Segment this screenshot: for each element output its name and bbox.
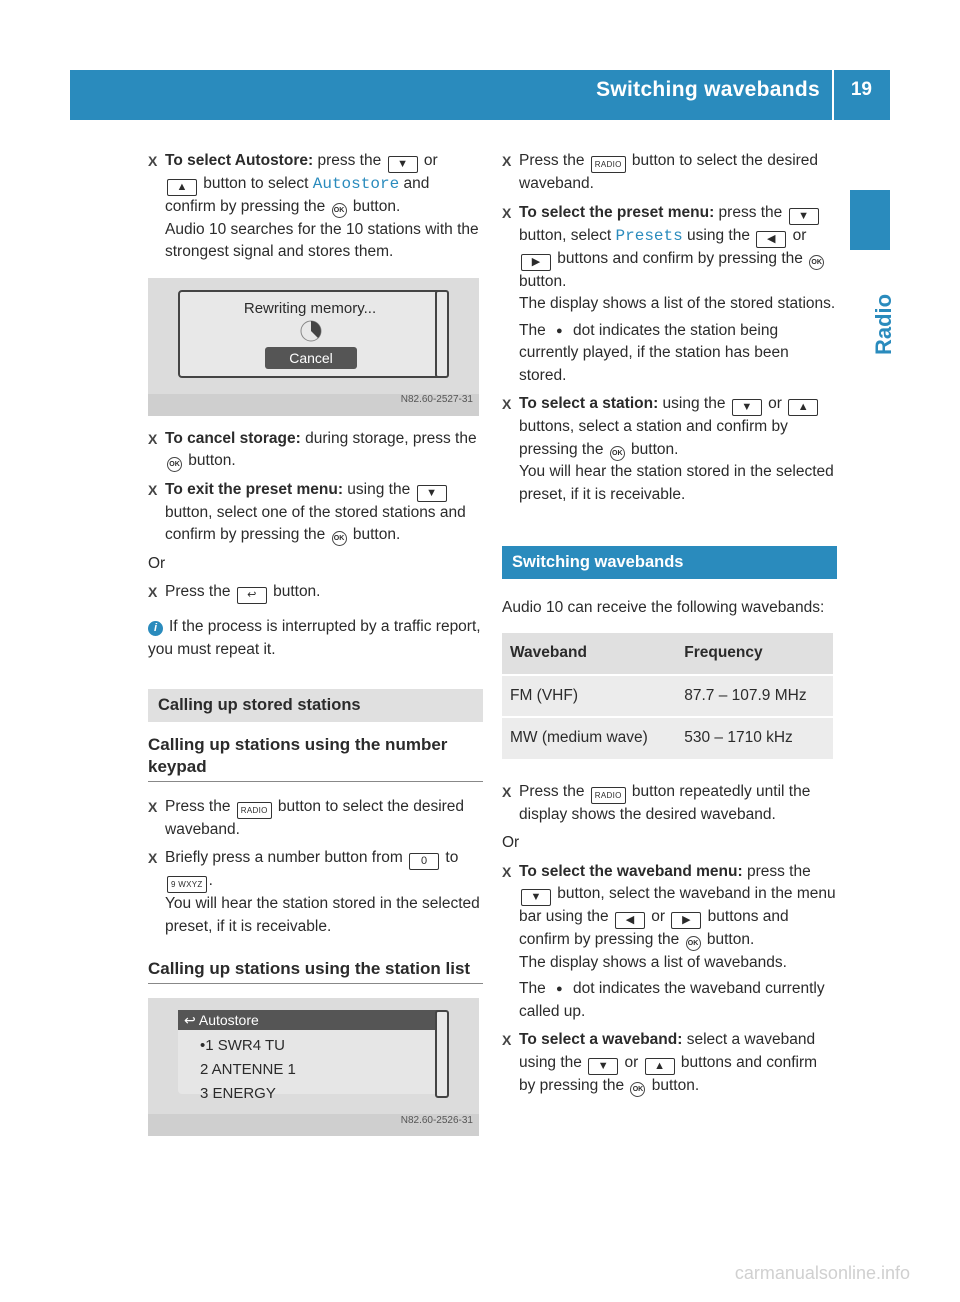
step-arrow-icon: X xyxy=(148,798,158,815)
list-item: 3 ENERGY xyxy=(200,1085,276,1102)
table-row xyxy=(502,718,833,761)
step-note: The display shows a list of wavebands. xyxy=(519,953,787,971)
step-press-repeat: X Press the RADIO button repeatedly until the display shows the desired waveband. xyxy=(502,782,811,823)
intro-text: Audio 10 can receive the following wavebands: xyxy=(502,598,825,616)
step-exit: X To exit the preset menu: using the ▼ button, select one of the stored stations and confirm by pressing the OK button. xyxy=(148,479,483,547)
down-key-icon: ▼ xyxy=(588,1058,618,1075)
dot-icon: ● xyxy=(556,324,563,337)
ok-button-icon: OK xyxy=(610,446,625,461)
step-note: Audio 10 searches for the 10 stations with the strongest signal and stores them. xyxy=(165,220,479,260)
right-column xyxy=(502,150,837,1103)
header-separator xyxy=(832,70,834,120)
down-key-icon: ▼ xyxy=(789,208,819,225)
down-key-icon: ▼ xyxy=(417,485,447,502)
step-select-waveband: X To select a waveband: select a waveband using the ▼ or ▲ buttons and confirm by pressing the OK button. xyxy=(502,1029,837,1097)
progress-pie-icon xyxy=(300,320,322,342)
step-preset-menu: X To select the preset menu: press the ▼ button, select Presets using the ◀ or ▶ buttons and confirm by pressing the OK button. The display shows a list of the stored stations. The ● dot indicates the station being currently played, if the station has been stored. xyxy=(502,202,837,388)
page-header xyxy=(70,70,890,120)
ok-button-icon: OK xyxy=(630,1082,645,1097)
step-arrow-icon: X xyxy=(148,153,158,169)
step-keypad-number: X Briefly press a number button from 0 to 9 WXYZ . You will hear the station stored in the selected preset, if it is receivable. xyxy=(148,847,483,938)
image-reference: N82.60-2526-31 xyxy=(400,1114,473,1126)
down-key-icon: ▼ xyxy=(521,889,551,906)
step-arrow-icon: X xyxy=(502,153,512,169)
subhead-keypad: Calling up stations using the number keypad xyxy=(148,734,483,782)
right-key-icon: ▶ xyxy=(521,254,551,271)
subhead-station-list: Calling up stations using the station list xyxy=(148,958,483,984)
left-key-icon: ◀ xyxy=(615,912,645,929)
display-screenshot-rewriting xyxy=(148,278,479,416)
radio-key-icon: RADIO xyxy=(591,787,626,804)
or-text: Or xyxy=(502,834,520,851)
watermark-logo: carmanualsonline.info xyxy=(734,1263,910,1283)
table-header-row xyxy=(502,633,833,676)
back-key-icon: ↩ xyxy=(237,587,267,604)
image-reference: N82.60-2527-31 xyxy=(400,394,473,405)
step-note: The ● dot indicates the station being currently played, if the station has been stored. xyxy=(519,321,789,384)
side-tab xyxy=(850,190,890,250)
ok-button-icon: OK xyxy=(167,457,182,472)
ok-button-icon: OK xyxy=(809,255,824,270)
table-cell: FM (VHF) xyxy=(502,676,676,719)
step-title: To select Autostore: xyxy=(165,152,314,169)
screenshot-footer xyxy=(148,394,479,416)
radio-key-icon: RADIO xyxy=(591,156,626,173)
cancel-button: Cancel xyxy=(265,347,357,369)
section-switching-wavebands: Switching wavebands xyxy=(502,546,837,579)
screenshot-footer xyxy=(148,1114,479,1136)
ok-button-icon: OK xyxy=(332,531,347,546)
section-calling-stored: Calling up stored stations xyxy=(148,689,483,722)
lcd-display xyxy=(178,1010,438,1102)
step-arrow-icon: X xyxy=(502,396,512,412)
table-header: Waveband xyxy=(502,633,676,676)
rewriting-text: Rewriting memory... xyxy=(243,299,377,317)
table-cell: 530 – 1710 kHz xyxy=(676,718,833,761)
step-cancel: X To cancel storage: during storage, press the OK button. xyxy=(148,428,483,473)
up-key-icon: ▲ xyxy=(167,179,197,196)
step-select-station: X To select a station: using the ▼ or ▲ buttons, select a station and confirm by pressing the OK button. You will hear the station stored in the selected preset, if it is receivable. xyxy=(502,393,837,506)
list-item: •1 SWR4 TU xyxy=(200,1037,285,1054)
table-cell: 87.7 – 107.9 MHz xyxy=(676,676,833,719)
step-arrow-icon: X xyxy=(502,863,512,880)
dot-icon: ● xyxy=(556,983,563,995)
table-header: Frequency xyxy=(676,633,833,676)
left-key-icon: ◀ xyxy=(756,231,786,248)
info-icon: i xyxy=(148,621,163,636)
step-arrow-icon: X xyxy=(148,430,158,447)
step-note: The ● dot indicates the waveband currently called up. xyxy=(519,980,825,1020)
step-arrow-icon: X xyxy=(502,783,512,800)
header-title: Switching wavebands xyxy=(596,78,820,101)
display-screenshot-station-list xyxy=(148,998,479,1136)
left-column xyxy=(148,150,483,1148)
step-autostore: X To select Autostore: press the ▼ or ▲ button to select Autostore and confirm by pressing the OK button. Audio 10 searches for the 10 stations with the strongest signal and stores them. xyxy=(148,150,483,264)
step-note: The display shows a list of the stored stations. xyxy=(519,295,836,312)
step-arrow-icon: X xyxy=(148,584,158,600)
step-note: You will hear the station stored in the selected preset, if it is receivable. xyxy=(519,463,834,503)
info-note: i If the process is interrupted by a traffic report, you must repeat it. xyxy=(148,618,481,658)
lcd-display xyxy=(178,290,442,378)
table-cell: MW (medium wave) xyxy=(502,718,676,761)
step-note: You will hear the station stored in the selected preset, if it is receivable. xyxy=(165,895,480,935)
autostore-label: Autostore xyxy=(312,175,400,193)
back-arrow-icon: ↩ xyxy=(184,1012,196,1028)
key-9-icon: 9 WXYZ xyxy=(167,876,207,893)
right-key-icon: ▶ xyxy=(671,912,701,929)
step-arrow-icon: X xyxy=(148,850,158,866)
scrollbar xyxy=(435,1010,449,1098)
list-item: 2 ANTENNE 1 xyxy=(200,1061,296,1078)
waveband-table xyxy=(502,633,833,761)
down-key-icon: ▼ xyxy=(388,156,418,173)
step-arrow-icon: X xyxy=(148,481,158,498)
step-press-radio: X Press the RADIO button to select the desired waveband. xyxy=(502,152,819,192)
table-row xyxy=(502,676,833,719)
list-header: ↩ Autostore xyxy=(178,1010,442,1030)
scrollbar xyxy=(435,290,449,378)
down-key-icon: ▼ xyxy=(732,399,762,416)
station-list xyxy=(200,1034,296,1106)
ok-button-icon: OK xyxy=(686,936,701,951)
key-0-icon: 0 xyxy=(409,853,439,870)
ok-button-icon: OK xyxy=(332,203,347,218)
up-key-icon: ▲ xyxy=(788,399,818,416)
step-keypad-radio: X Press the RADIO button to select the desired waveband. xyxy=(148,797,465,838)
step-arrow-icon: X xyxy=(502,1032,512,1048)
or-text: Or xyxy=(148,554,166,572)
radio-key-icon: RADIO xyxy=(237,802,272,819)
up-key-icon: ▲ xyxy=(645,1058,675,1075)
page-number: 19 xyxy=(850,79,872,100)
presets-label: Presets xyxy=(615,226,683,245)
step-arrow-icon: X xyxy=(502,204,512,221)
step-waveband-menu: X To select the waveband menu: press the ▼ button, select the waveband in the menu bar using the ◀ or ▶ buttons and confirm by pressing the OK button. The display shows a list of wavebands. The ● dot indicates the waveband currently called up. xyxy=(502,861,837,1024)
step-press-back: X Press the ↩ button. xyxy=(148,581,483,604)
